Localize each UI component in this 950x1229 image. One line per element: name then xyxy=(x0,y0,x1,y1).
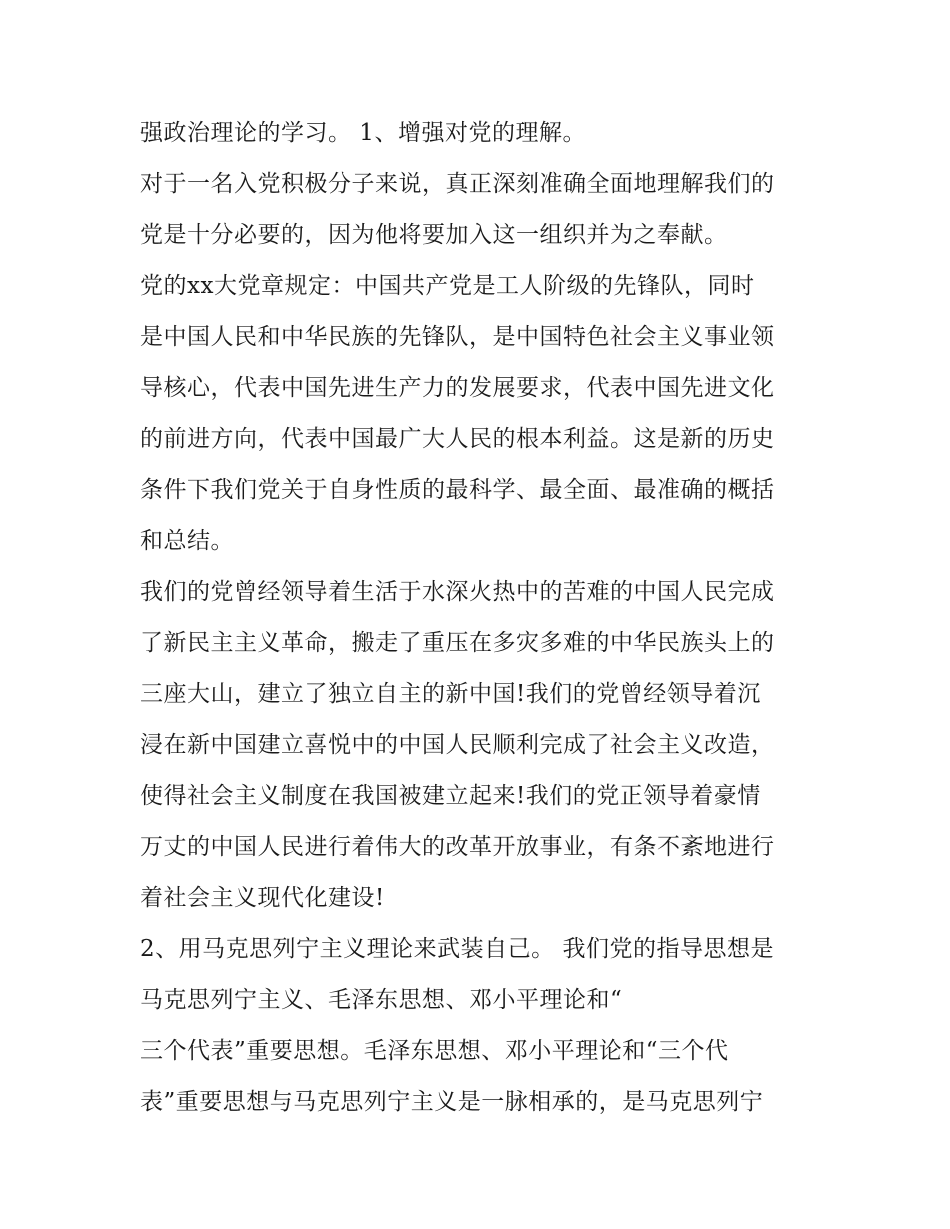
text-line: 党的xx大党章规定：中国共产党是工人阶级的先锋队，同时 xyxy=(140,273,755,299)
text-line: 我们的党曾经领导着生活于水深火热中的苦难的中国人民完成 xyxy=(140,579,775,605)
text-line: 万丈的中国人民进行着伟大的改革开放事业，有条不紊地进行 xyxy=(140,834,775,860)
text-line: 着社会主义现代化建设! xyxy=(140,885,385,911)
text-line: 的前进方向，代表中国最广大人民的根本利益。这是新的历史 xyxy=(140,426,775,452)
text-line: 党是十分必要的，因为他将要加入这一组织并为之奉献。 xyxy=(140,222,728,248)
text-line: 马克思列宁主义、毛泽东思想、邓小平理论和“ xyxy=(140,987,623,1013)
text-line: 浸在新中国建立喜悦中的中国人民顺利完成了社会主义改造， xyxy=(140,732,775,758)
text-line: 使得社会主义制度在我国被建立起来!我们的党正领导着豪情 xyxy=(140,783,761,809)
text-line: 2、用马克思列宁主义理论来武装自己。 我们党的指导思想是 xyxy=(140,936,774,962)
text-line: 了新民主主义革命，搬走了重压在多灾多难的中华民族头上的 xyxy=(140,630,775,656)
text-line: 对于一名入党积极分子来说，真正深刻准确全面地理解我们的 xyxy=(140,171,775,197)
text-line: 表”重要思想与马克思列宁主义是一脉相承的，是马克思列宁 xyxy=(140,1089,764,1115)
text-line: 强政治理论的学习。 1、增强对党的理解。 xyxy=(140,120,586,146)
text-line: 导核心，代表中国先进生产力的发展要求，代表中国先进文化 xyxy=(140,375,775,401)
document-body xyxy=(140,108,820,1128)
text-line: 条件下我们党关于自身性质的最科学、最全面、最准确的概括 xyxy=(140,477,775,503)
text-line: 三个代表”重要思想。毛泽东思想、邓小平理论和“三个代 xyxy=(140,1038,729,1064)
text-line: 和总结。 xyxy=(140,528,234,554)
text-line: 三座大山，建立了独立自主的新中国!我们的党曾经领导着沉 xyxy=(140,681,761,707)
text-line: 是中国人民和中华民族的先锋队，是中国特色社会主义事业领 xyxy=(140,324,775,350)
